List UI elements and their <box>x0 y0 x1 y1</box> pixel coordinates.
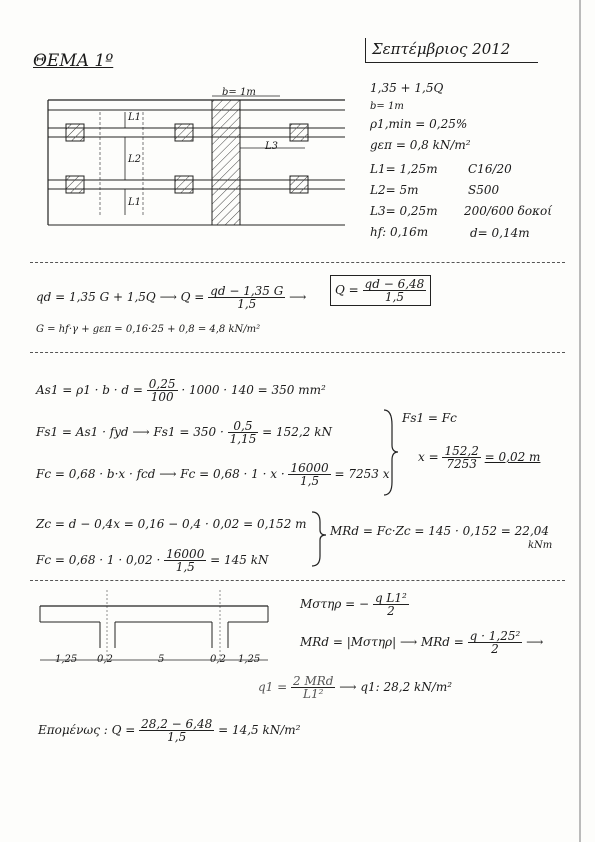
eq-q1-lhs: q1 = <box>258 680 288 694</box>
eq-Fs1-rest: = 152,2 kN <box>262 425 332 439</box>
scan-edge <box>579 0 581 842</box>
boxed-Q-lhs: Q = <box>335 283 359 297</box>
eq-x-rest: = 0,02 m <box>484 450 541 464</box>
sketch-label-L1-bot: L1 <box>128 197 142 208</box>
given-load-combo: 1,35 + 1,5Q <box>370 81 444 95</box>
dim-2: 0,2 <box>97 654 113 665</box>
eq-As1-num: 0,25 <box>148 377 176 391</box>
eq-fc2-rest: = 145 kN <box>210 553 269 567</box>
given-concrete: C16/20 <box>468 162 512 176</box>
given-beams: 200/600 δοκοί <box>464 204 552 218</box>
given-d: d= 0,14m <box>470 226 530 240</box>
eq-MRd-abs-frac <box>468 630 523 655</box>
eq-MRd-abs-num: q · 1,25² <box>469 629 521 643</box>
eq-MRd-unit: kNm <box>528 540 553 551</box>
eq-Fc-lhs: Fc = 0,68 · b·x · fcd ⟶ Fc = 0,68 · 1 · x · <box>36 467 285 481</box>
sketch-label-L1-top: L1 <box>128 112 142 123</box>
eq-x-den: 7253 <box>446 457 477 471</box>
given-L1: L1= 1,25m <box>370 162 438 176</box>
eq-final-den: 1,5 <box>167 730 187 744</box>
eq-Mstip-num: q L1² <box>374 591 407 605</box>
eq-equilibrium: Fs1 = Fc <box>402 411 457 425</box>
eq-Mstip-den: 2 <box>387 604 395 618</box>
date-label: Σεπτέμβριος 2012 <box>372 40 511 58</box>
eq-Mstip-frac <box>373 592 409 617</box>
page-title: ΘΕΜΑ 1º <box>33 51 114 71</box>
eq-final-rest: = 14,5 kN/m² <box>218 723 301 737</box>
eq-final <box>38 718 300 743</box>
eq-final-num: 28,2 − 6,48 <box>141 717 213 731</box>
eq-qd-arrow2: ⟶ <box>289 290 307 304</box>
sketch-label-L2: L2 <box>128 154 142 165</box>
eq-Mstip <box>300 592 409 617</box>
eq-q1-frac <box>291 675 335 700</box>
eq-Fs1-num: 0,5 <box>228 420 259 433</box>
eq-Fc-rest: = 7253 x <box>334 467 390 481</box>
sketch-label-b: b= 1m <box>222 87 256 98</box>
dim-1: 1,25 <box>55 654 78 665</box>
eq-MRd-abs-den: 2 <box>491 642 499 656</box>
eq-MRd-abs-lhs: MRd = |Mστηρ| ⟶ MRd = <box>300 635 464 649</box>
eq-x-lhs: x = <box>418 450 439 464</box>
given-steel: S500 <box>468 183 500 197</box>
eq-MRd-abs-arrow: ⟶ <box>526 635 544 649</box>
dim-3: 5 <box>158 654 165 665</box>
eq-fc2-lhs: Fc = 0,68 · 1 · 0,02 · <box>36 553 161 567</box>
given-L3: L3= 0,25m <box>370 204 438 218</box>
eq-final-frac <box>139 718 214 743</box>
eq-qd-arrow: ⟶ Q = <box>159 290 205 304</box>
dim-5: 1,25 <box>238 654 261 665</box>
eq-As1-lhs: As1 = ρ1 · b · d = <box>36 383 143 397</box>
eq-qd-lhs: qd = 1,35 G + 1,5Q <box>36 290 156 304</box>
eq-q1-rest: ⟶ q1: 28,2 kN/m² <box>339 680 453 694</box>
eq-qd-num: qd − 1,35 G <box>210 284 284 298</box>
eq-fc2-den: 1,5 <box>175 560 195 574</box>
given-g: gεπ = 0,8 kN/m² <box>370 138 471 152</box>
eq-q1-den: L1² <box>303 687 324 701</box>
eq-fc2-num: 16000 <box>166 547 205 561</box>
eq-Fc-den: 1,5 <box>300 474 320 488</box>
given-hf: hf: 0,16m <box>370 225 429 239</box>
eq-Fs1-den: 1,15 <box>229 432 257 446</box>
eq-MRd: MRd = Fc·Zc = 145 · 0,152 = 22,04 <box>330 524 550 538</box>
eq-Fs1-lhs: Fs1 = As1 · fyd ⟶ Fs1 = 350 · <box>36 425 224 439</box>
given-rho: ρ1,min = 0,25% <box>370 117 468 131</box>
eq-As1-rest: · 1000 · 140 = 350 mm² <box>181 383 326 397</box>
eq-qd-den: 1,5 <box>237 297 257 311</box>
given-L2: L2= 5m <box>370 183 419 197</box>
eq-x-num: 152,2 <box>444 444 479 458</box>
eq-As1-den: 100 <box>150 390 174 404</box>
eq-q1-num: 2 MRd <box>293 674 334 688</box>
eq-q1 <box>258 675 452 700</box>
eq-Mstip-lhs: Mστηρ = − <box>300 597 370 611</box>
eq-final-lhs: Επομένως : Q = <box>38 723 136 737</box>
eq-zc: Zc = d − 0,4x = 0,16 − 0,4 · 0,02 = 0,152 m <box>36 517 307 531</box>
eq-G: G = hf·γ + gεπ = 0,16·25 + 0,8 = 4,8 kN/m² <box>36 324 261 335</box>
eq-Fc-num: 16000 <box>290 461 329 475</box>
eq-MRd-abs <box>300 630 543 655</box>
given-b: b= 1m <box>370 101 404 112</box>
boxed-Q-num: qd − 6,48 <box>364 277 425 291</box>
dim-4: 0,2 <box>210 654 226 665</box>
sketch-label-L3: L3 <box>265 141 279 152</box>
boxed-Q-den: 1,5 <box>384 290 404 304</box>
